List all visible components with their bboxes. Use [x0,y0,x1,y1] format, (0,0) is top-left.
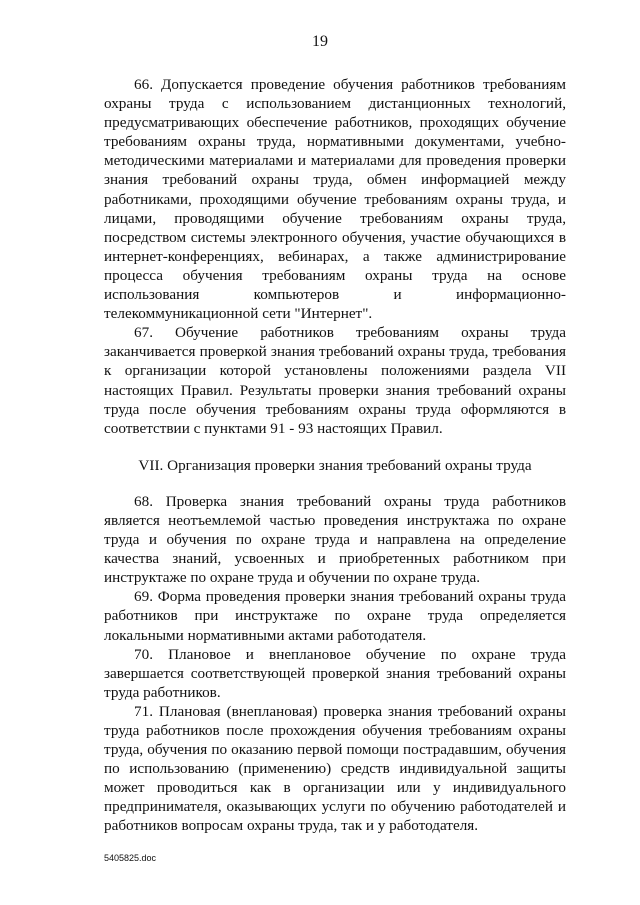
paragraph-71: 71. Плановая (внеплановая) проверка знания требований охраны труда работников после прохождения обучения требованиям охраны труда, обучения по оказанию первой помощи пострадавшим, обучения по использованию (применению) средств индивидуальной защиты может проводиться как в организации или у индивидуального предпринимателя, оказывающих услуги по обучению работодателей и работников вопросам охраны труда, так и у работодателя. [104,702,566,835]
paragraph-66: 66. Допускается проведение обучения работников требованиям охраны труда с использованием дистанционных технологий, предусматривающих обеспечение работников, проходящих обучение требованиям охраны труда, нормативными документами, учебно-методическими материалами и материалами для проведения проверки знания требований охраны труда, обмен информацией между работниками, проходящими обучение требованиям охраны труда, и лицами, проводящими обучение требованиям охраны труда, посредством системы электронного обучения, участие обучающихся в интернет-конференциях, вебинарах, а также администрирование процесса обучения требованиям охраны труда на основе использования компьютеров и информационно-телекоммуникационной сети "Интернет". [104,76,566,323]
page-number: 19 [312,33,328,50]
paragraph-70: 70. Плановое и внеплановое обучение по охране труда завершается соответствующей проверкой знания требований охраны труда работников. [104,645,566,701]
file-name: 5405825.doc [104,853,157,863]
paragraph-67: 67. Обучение работников требованиям охраны труда заканчивается проверкой знания требований охраны труда, требования к организации которой установлены положениями раздела VII настоящих Правил. Результаты проверки знания требований охраны труда после обучения требованиям охраны труда оформляются в соответствии с пунктами 91 - 93 настоящих Правил. [104,324,566,437]
document-body [104,75,566,836]
section-heading: VII. Организация проверки знания требований охраны труда [138,456,532,474]
paragraph-69: 69. Форма проведения проверки знания требований охраны труда работников при инструктаже по охране труда определяется локальными нормативными актами работодателя. [104,588,566,644]
paragraph-68: 68. Проверка знания требований охраны труда работников является неотъемлемой частью проведения инструктажа по охране труда и обучения по охране труда и направлена на определение качества знаний, усвоенных и приобретенных работником при инструктаже по охране труда и обучении по охране труда. [104,492,566,587]
